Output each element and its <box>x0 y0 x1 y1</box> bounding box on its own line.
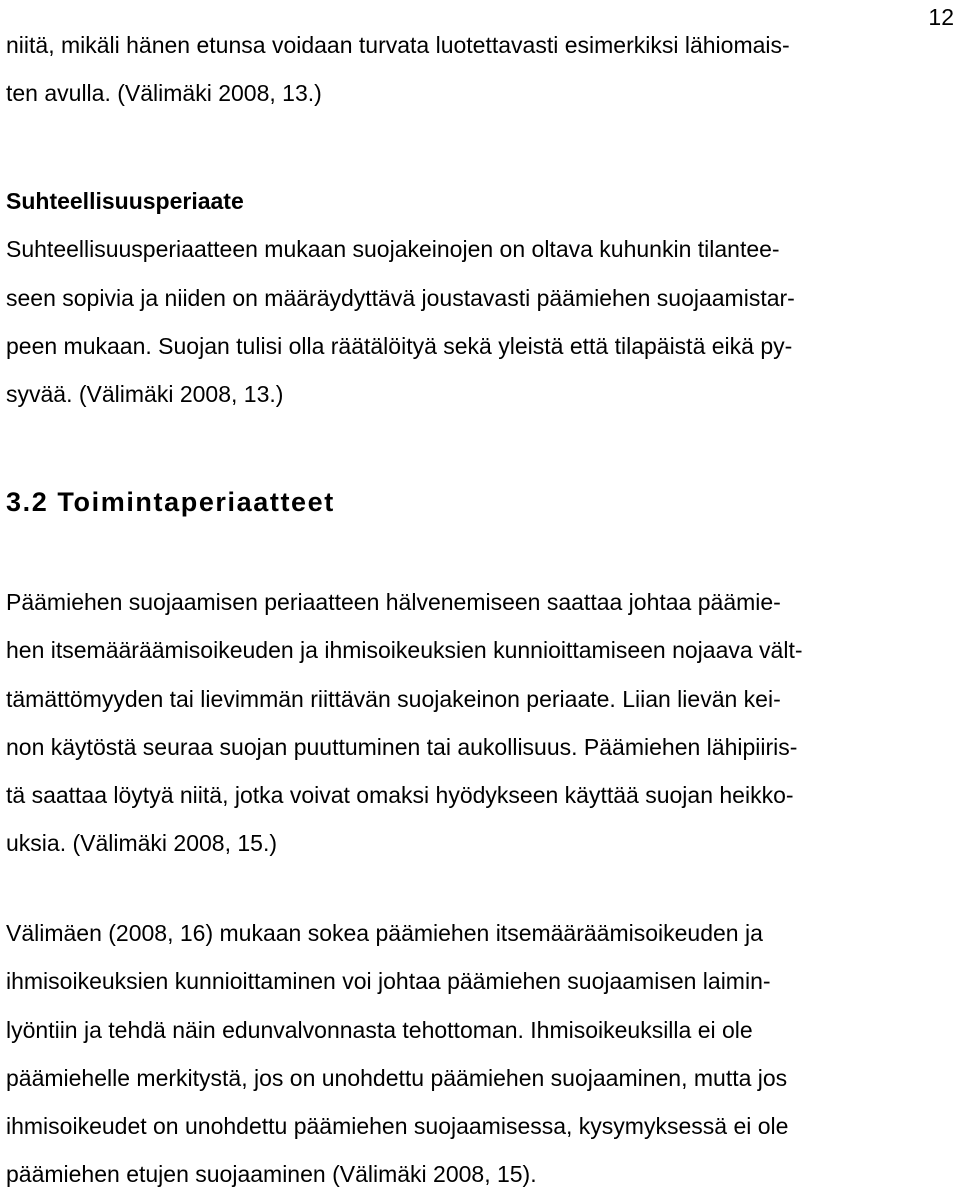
text-line: hen itsemääräämisoikeuden ja ihmisoikeuksien kunnioittamiseen nojaava vält- <box>6 637 803 664</box>
run-in-heading: Suhteellisuusperiaate <box>6 188 244 214</box>
text-line: lyöntiin ja tehdä näin edunvalvonnasta tehottoman. Ihmisoikeuksilla ei ole <box>6 1016 753 1043</box>
page-number: 12 <box>928 4 954 30</box>
proportionality-principle-block <box>6 177 954 418</box>
paragraph-1 <box>6 578 954 868</box>
text-line: non käytöstä seuraa suojan puuttuminen tai aukollisuus. Päämiehen lähipiiris- <box>6 733 798 760</box>
text-line: tämättömyyden tai lievimmän riittävän suojakeinon periaate. Liian lievän kei- <box>6 685 781 712</box>
text-line: Välimäen (2008, 16) mukaan sokea päämiehen itsemääräämisoikeuden ja <box>6 920 763 946</box>
text-line: seen sopivia ja niiden on määräydyttävä joustavasti päämiehen suojaamistar- <box>6 284 795 311</box>
text-line: tä saattaa löytyä niitä, jotka voivat omaksi hyödykseen käyttää suojan heikko- <box>6 782 794 809</box>
text-line: niitä, mikäli hänen etunsa voidaan turvata luotettavasti esimerkiksi lähiomais- <box>6 32 790 58</box>
paragraph-2 <box>6 909 954 1199</box>
text-line: Päämiehen suojaamisen periaatteen hälvenemiseen saattaa johtaa päämie- <box>6 589 781 615</box>
section-heading: 3.2 Toimintaperiaatteet <box>6 487 335 517</box>
text-line: peen mukaan. Suojan tulisi olla räätälöityä sekä yleistä että tilapäistä eikä py- <box>6 332 793 359</box>
text-line: uksia. (Välimäki 2008, 15.) <box>6 830 278 857</box>
text-line: ihmisoikeudet on unohdettu päämiehen suojaamisessa, kysymyksessä ei ole <box>6 1113 789 1140</box>
text-line: ihmisoikeuksien kunnioittaminen voi johtaa päämiehen suojaamisen laimin- <box>6 968 771 995</box>
text-line: Suhteellisuusperiaatteen mukaan suojakeinojen on oltava kuhunkin tilantee- <box>6 236 780 263</box>
text-line: ten avulla. (Välimäki 2008, 13.) <box>6 80 322 107</box>
text-line: syvää. (Välimäki 2008, 13.) <box>6 381 284 408</box>
text-line: päämiehen etujen suojaaminen (Välimäki 2008, 15). <box>6 1161 537 1188</box>
text-line: päämiehelle merkitystä, jos on unohdettu päämiehen suojaaminen, mutta jos <box>6 1064 788 1091</box>
paragraph-continuation <box>6 21 954 118</box>
